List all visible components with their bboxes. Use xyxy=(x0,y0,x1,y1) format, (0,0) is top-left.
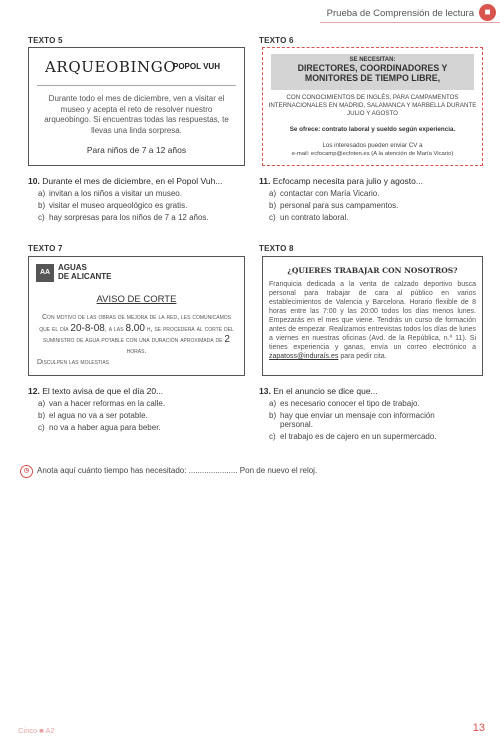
q10-text: Durante el mes de diciembre, en el Popol Vuh... xyxy=(42,176,223,186)
texto6-interested: Los interesados pueden enviar CV a xyxy=(322,142,423,149)
q12-option-c[interactable]: c) no va a haber agua para beber. xyxy=(38,423,161,432)
book-icon: ■ xyxy=(479,4,496,21)
q12-text: El texto avisa de que el día 20... xyxy=(42,386,164,396)
texto6-label: TEXTO 6 xyxy=(259,36,294,45)
q12-option-b[interactable]: b) el agua no va a ser potable. xyxy=(38,411,148,420)
question-13 xyxy=(259,386,485,441)
q11-option-b[interactable]: b) personal para sus campamentos. xyxy=(269,201,399,210)
aviso-date: 20-8-08 xyxy=(70,322,105,334)
q13-option-c[interactable]: c) el trabajo es de cajero en un supermercado. xyxy=(269,432,437,441)
time-note: Anota aquí cuánto tiempo has necesitado: ...................... Pon de nuevo el reloj. xyxy=(37,466,318,475)
q13-text: En el anuncio se dice que... xyxy=(273,386,378,396)
texto5-body: Durante todo el mes de diciembre, ven a visitar el museo y acepta el reto de resolver nuestro arqueobingo. Si encuentras todas las respuestas, te llevas una linda sorpresa. xyxy=(44,94,229,135)
arqueobingo-title: ARQUEOBINGO xyxy=(45,58,177,76)
texto8-box xyxy=(262,256,483,376)
texto7-box xyxy=(28,256,245,376)
page-number: 13 xyxy=(472,722,485,734)
texto5-footer: Para niños de 7 a 12 años xyxy=(86,145,187,155)
question-10 xyxy=(28,176,250,222)
texto6-section xyxy=(259,36,485,45)
texto5-section xyxy=(28,36,250,45)
texto6-heading-box xyxy=(271,54,474,90)
q11-text: Ecfocamp necesita para julio y agosto... xyxy=(272,176,423,186)
question-11 xyxy=(259,176,485,222)
q13-option-a[interactable]: a) es necesario conocer el tipo de trabajo. xyxy=(269,399,420,408)
aguas-brand: AGUAS DE ALICANTE xyxy=(58,263,112,281)
q12-option-a[interactable]: a) van a hacer reformas en la calle. xyxy=(38,399,166,408)
q10-number: 10. xyxy=(28,176,40,186)
texto5-box xyxy=(28,47,245,166)
q11-number: 11. xyxy=(259,176,271,186)
texto6-offer: Se ofrece: contrato laboral y sueldo según experiencia. xyxy=(289,126,456,133)
page-header-title: Prueba de Comprensión de lectura xyxy=(326,8,474,19)
texto8-title: ¿QUIERES TRABAJAR CON NOSOTROS? xyxy=(287,266,458,275)
clock-icon: ◷ xyxy=(20,465,33,478)
texto6-box xyxy=(262,47,483,166)
texto8-body: Franquicia dedicada a la venta de calzado deportivo busca personal para trabajar de cara al público en varios establecimientos de Valencia y Barcelona. Horario flexible de 8 horas entre las 7:00 y las 20:00 todos los días menos lunes. Empezarás en el mes que viene. Tendrás un curso de formación antes de empezar. Realizamos entrevistas todos los días de lunes a viernes en nuestras oficinas (Avd. de la República, n.º 11). Si tienes experiencia y ganas, envía un correo electrónico a zapatoss@induraís.es para pedir cita. xyxy=(269,281,476,360)
se-necesitan-label: SE NECESITAN: xyxy=(349,57,396,63)
q11-option-a[interactable]: a) contactar con María Vicario. xyxy=(269,189,380,198)
aviso-duration: 2 xyxy=(224,334,230,345)
disculpen-text: Disculpen las molestias xyxy=(37,359,110,366)
question-12 xyxy=(28,386,250,432)
directores-heading: DIRECTORES, COORDINADORES Y MONITORES DE TIEMPO LIBRE, xyxy=(297,63,448,83)
texto7-section xyxy=(28,244,250,253)
texto5-label: TEXTO 5 xyxy=(28,36,63,45)
header-divider xyxy=(320,22,500,23)
q11-option-c[interactable]: c) un contrato laboral. xyxy=(269,213,349,222)
popol-vuh-label: POPOL VUH xyxy=(173,62,220,71)
texto8-section xyxy=(259,244,485,253)
q13-option-b[interactable]: b) hay que enviar un mensaje con información personal. xyxy=(269,411,435,429)
q10-option-c[interactable]: c) hay sorpresas para los niños de 7 a 12 años. xyxy=(38,213,209,222)
aviso-title: AVISO DE CORTE xyxy=(96,294,177,305)
aguas-logo-icon: AA xyxy=(36,264,54,282)
texto6-email: e-mail: ecfocamp@ecfoten.es (A la atención de María Vicario) xyxy=(291,151,454,157)
aviso-body: Con motivo de las obras de mejora de la red, les comunicamos que el día 20-8-08, a las 8.00 h, se procederá al corte del suministro de agua potable con una duración aproximada de 2 horas. xyxy=(39,314,234,355)
q13-number: 13. xyxy=(259,386,271,396)
q10-option-a[interactable]: a) invitan a los niños a visitar un museo. xyxy=(38,189,182,198)
q10-option-b[interactable]: b) visitar el museo arqueológico es gratis. xyxy=(38,201,188,210)
texto7-label: TEXTO 7 xyxy=(28,244,63,253)
footer-level: Cinco ■ A2 xyxy=(18,726,55,735)
page-header xyxy=(0,0,500,26)
q12-number: 12. xyxy=(28,386,40,396)
texto5-divider xyxy=(37,85,236,86)
texto6-requirements: CON CONOCIMIENTOS DE INGLÉS, PARA CAMPAMENTOS INTERNACIONALES EN MADRID, SALAMANCA Y MARBELLA DURANTE JULIO Y AGOSTO xyxy=(268,94,477,117)
aviso-hour: 8.00 xyxy=(125,322,145,334)
texto8-label: TEXTO 8 xyxy=(259,244,294,253)
texto8-email: zapatoss@induraís.es xyxy=(269,353,339,360)
